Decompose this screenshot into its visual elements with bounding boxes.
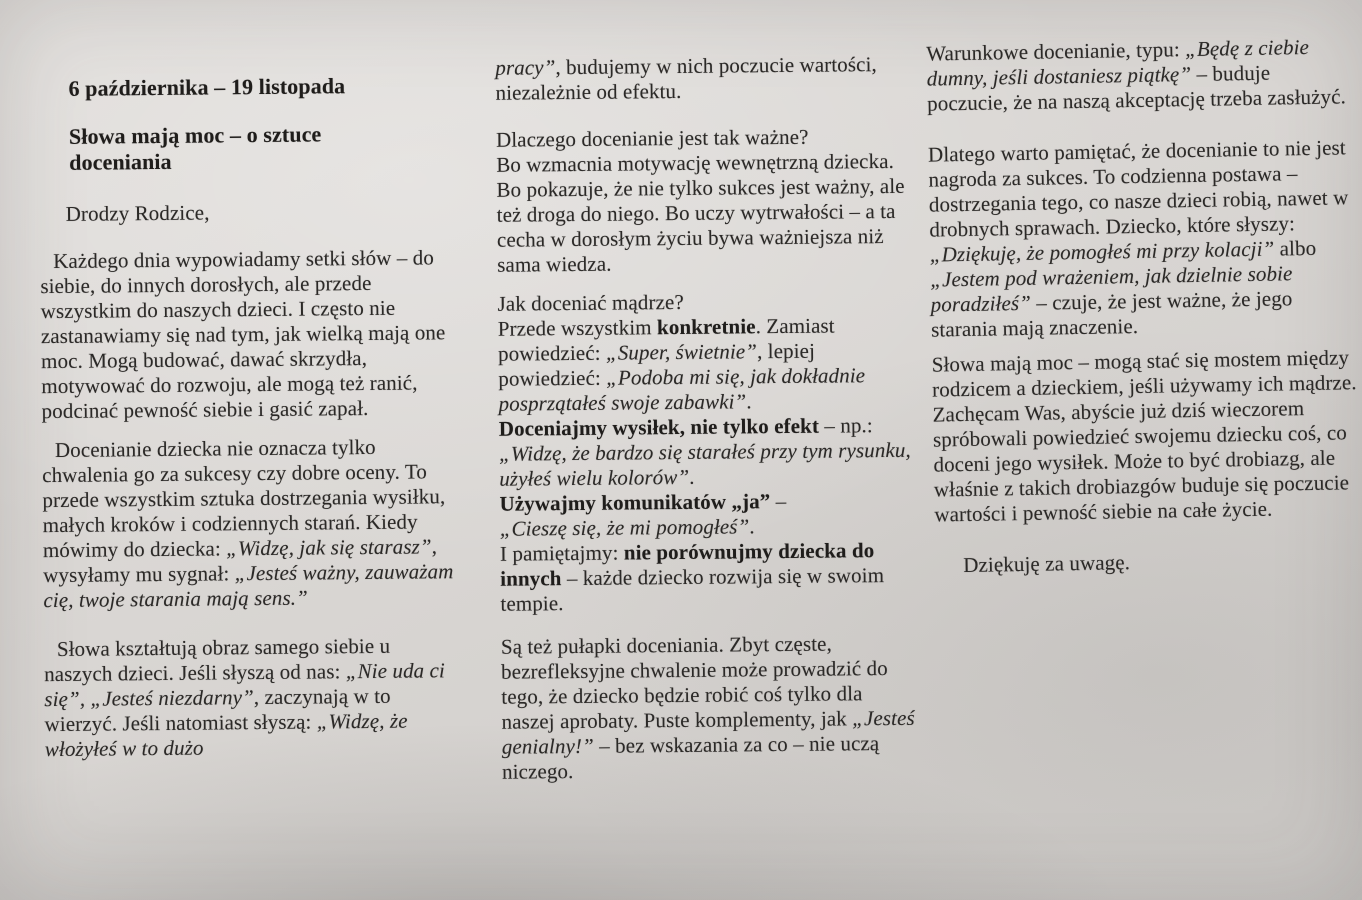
quoted-phrase: „Widzę, że bardzo się starałeś przy tym rysunku, użyłeś wielu kolorów” <box>498 437 911 491</box>
emphasized-text: Używajmy komunikatów „ja” <box>499 489 771 516</box>
quoted-phrase: „Nie uda ci się”, „Jesteś niezdarny” <box>44 658 446 712</box>
emphasized-text: doceniania <box>69 148 172 175</box>
paragraph <box>495 52 911 106</box>
paragraph <box>926 34 1355 116</box>
body-text: Są też pułapki doceniania. Zbyt częste, bezrefleksyjne chwalenie może prowadzić do tego, że dziecko będzie robić coś tylko dla naszej aprobaty. Puste komplementy, jak <box>500 631 888 734</box>
emphasized-text: Doceniajmy wysiłek, nie tylko efekt <box>498 413 820 441</box>
emphasized-text: nie porównujmy dziecka do innych <box>500 538 875 591</box>
body-text: . <box>746 389 752 414</box>
body-text: Każdego dnia wypowiadamy setki słów – do siebie, do innych dorosłych, ale przede wszystkim do naszych dzieci. I często nie zastanawiamy się nad tym, jak wielką mają one moc. Mogą budować, dawać skrzydła, motywować do rozwoju, ale mogą też ranić, podcinać pewność siebie i gasić zapał. <box>40 245 446 424</box>
body-text: Dlatego warto pamiętać, że docenianie to nie jest nagroda za sukces. To codzienna postawa – dostrzegania tego, co nasze dzieci robią, nawet w drobnych sprawach. Dziecko, które słyszy: <box>927 135 1349 242</box>
paragraph <box>40 245 454 424</box>
emphasized-text: konkretnie <box>656 314 756 340</box>
body-text: Dlaczego docenianie jest tak ważne? <box>495 124 809 152</box>
paragraph <box>497 288 916 617</box>
paragraph <box>932 345 1362 527</box>
column-middle <box>495 52 918 785</box>
paragraph <box>496 124 913 278</box>
body-text: Dziękuję za uwagę. <box>963 550 1131 578</box>
body-text: Słowa mają moc – mogą stać się mostem między rodzicem a dzieckiem, jeśli używamy ich mądrze. Zachęcam Was, abyście już dziś wieczorem spróbowali powiedzieć swojemu dziecku coś, co doceni jego wysiłek. Może to być drobiazg, ale właśnie z takich drobiazgów buduje się poczucie wartości i pewność siebie na całe życie. <box>931 345 1357 527</box>
paragraph <box>963 546 1362 578</box>
body-text: Jak doceniać mądrze? <box>497 289 684 316</box>
paragraph <box>501 631 918 785</box>
body-text: albo <box>1274 235 1317 261</box>
body-text: Przede wszystkim <box>497 315 658 341</box>
quoted-phrase: „Będę z ciebie dumny, jeśli dostaniesz piątkę” <box>926 34 1310 91</box>
body-text: Docenianie dziecka nie oznacza tylko chwalenia go za sukcesy czy dobre oceny. To przede wszystkim sztuka dostrzegania wysiłku, małych kroków i codziennych starań. Kiedy mówimy do dziecka: <box>42 434 446 563</box>
quoted-phrase: „Super, świetnie” <box>605 339 758 365</box>
quoted-phrase: „Widzę, jak się starasz” <box>226 534 432 561</box>
paragraph <box>42 434 456 613</box>
body-text: . <box>689 464 695 489</box>
document-heading <box>68 72 450 102</box>
document-heading <box>69 120 451 176</box>
body-text: – <box>770 488 787 514</box>
paragraph <box>44 633 457 762</box>
paragraph <box>928 135 1359 342</box>
body-text: – np.: <box>818 413 873 438</box>
emphasized-text: Słowa mają moc – o sztuce <box>68 121 322 149</box>
quoted-phrase: „Jestem pod wrażeniem, jak dzielnie sobie poradziłeś” <box>930 261 1293 317</box>
body-text: – buduje poczucie, że na naszą akceptację trzeba zasłużyć. <box>926 60 1347 116</box>
body-text: – czuje, że jest ważne, że jego starania mają znaczenie. <box>930 286 1293 342</box>
column-left <box>38 72 457 762</box>
body-text: I pamiętajmy: <box>499 540 624 566</box>
body-text: – każde dziecko rozwija się w swoim tempie. <box>500 563 885 616</box>
body-text: , wysyłamy mu sygnał: <box>43 534 438 588</box>
quoted-phrase: „Jesteś ważny, zauważam cię, twoje starania mają sens.” <box>43 559 454 613</box>
quoted-phrase: „Jesteś genialny!” <box>501 705 915 759</box>
body-text: . Zamiast powiedzieć: <box>497 313 835 366</box>
body-text: – bez wskazania za co – nie uczą niczego. <box>501 731 880 784</box>
quoted-phrase: „Widzę, że włożyłeś w to dużo <box>44 708 408 762</box>
quoted-phrase: pracy” <box>495 55 556 80</box>
body-text: Bo wzmacnia motywację wewnętrzną dziecka. Bo pokazuje, że nie tylko sukces jest ważny, ale też droga do niego. Bo uczy wytrwałości – a ta cecha w dorosłym życiu bywa ważniejsza niż sama wiedza. <box>496 148 905 277</box>
body-text: , budujemy w nich poczucie wartości, niezależnie od efektu. <box>495 52 877 105</box>
body-text: . <box>749 514 755 539</box>
quoted-phrase: „Cieszę się, że mi pomogłeś” <box>499 514 750 541</box>
body-text: , zaczynają w to wierzyć. Jeśli natomiast słyszą: <box>44 683 391 737</box>
paragraph <box>66 198 452 227</box>
body-text: Drodzy Rodzice, <box>65 200 210 226</box>
quoted-phrase: „Dziękuję, że pomogłeś mi przy kolacji” <box>929 236 1275 267</box>
column-right <box>926 34 1362 578</box>
emphasized-text: 6 października – 19 listopada <box>68 73 346 101</box>
quoted-phrase: „Podoba mi się, jak dokładnie posprzątałeś swoje zabawki” <box>498 363 866 416</box>
body-text: , lepiej powiedzieć: <box>498 338 816 391</box>
body-text: Warunkowe docenianie, typu: <box>926 37 1186 66</box>
body-text: Słowa kształtują obraz samego siebie u naszych dzieci. Jeśli słyszą od nas: <box>44 633 391 687</box>
